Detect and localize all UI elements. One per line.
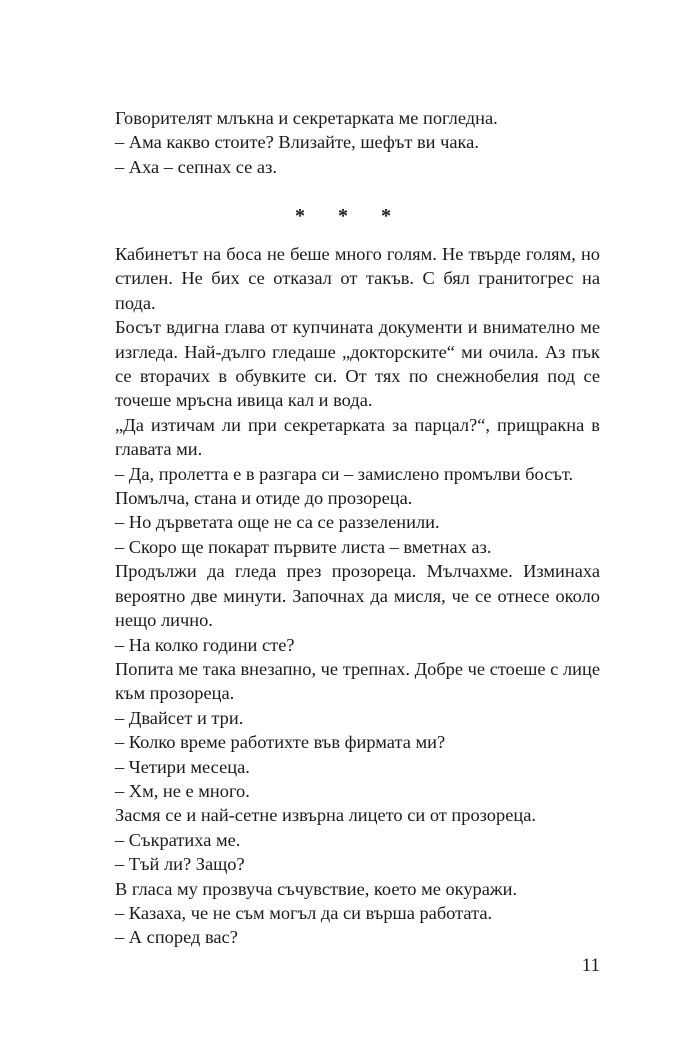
paragraph: Продължи да гледа през прозореца. Мълчахме. Изминаха вероятно две минути. Започнах да мисля, че се отнесе около нещо лично.	[115, 561, 600, 631]
paragraph: Говорителят млъкна и секретарката ме погледна.	[115, 108, 498, 128]
paragraph: Кабинетът на боса не беше много голям. Не твърде голям, но стилен. Не бих се отказал от такъв. С бял гранитогрес на пода.	[115, 244, 600, 313]
paragraph: – А според вас?	[115, 927, 238, 948]
paragraph: – Ама какво стоите? Влизайте, шефът ви чака.	[115, 132, 479, 153]
paragraph: Засмя се и най-сетне извърна лицето си от прозореца.	[115, 805, 536, 826]
paragraph: – Съкратиха ме.	[115, 829, 241, 850]
paragraph: – Колко време работихте във фирмата ми?	[115, 732, 446, 753]
paragraph: Попита ме така внезапно, че трепнах. Добре че стоеше с лице към прозореца.	[115, 658, 600, 704]
paragraph: – Аха – сепнах се аз.	[115, 156, 277, 177]
paragraph: – Тъй ли? Защо?	[115, 854, 245, 875]
paragraph: – Да, пролетта е в разгара си – замислено промълви босът.	[115, 463, 574, 484]
paragraph: Помълча, стана и отиде до прозореца.	[115, 488, 413, 509]
paragraph: – Хм, не е много.	[115, 780, 250, 801]
paragraph: – На колко години сте?	[115, 634, 295, 655]
page-number: 11	[581, 955, 600, 976]
paragraph: – Но дърветата още не са се раззеленили.	[115, 512, 440, 533]
text-block-main	[115, 242, 600, 950]
paragraph: – Двайсет и три.	[115, 707, 244, 728]
paragraph: – Казаха, че не съм могъл да си върша работата.	[115, 902, 493, 923]
text-block-top	[115, 106, 600, 179]
paragraph: В гласа му прозвуча съчувствие, което ме окуражи.	[115, 878, 518, 899]
paragraph: – Четири месеца.	[115, 756, 250, 777]
paragraph: Босът вдигна глава от купчината документи и внимателно ме изгледа. Най-дълго гледаше „докторските“ ми очила. Аз пък се вторачих в обувките си. От тях по снежнобелия под се точеше мръсна ивица кал и вода.	[115, 317, 600, 411]
paragraph: – Скоро ще покарат първите листа – вметнах аз.	[115, 536, 492, 557]
section-separator: * * *	[295, 205, 405, 227]
paragraph: „Да изтичам ли при секретарката за парцал?“, прищракна в главата ми.	[115, 414, 600, 460]
